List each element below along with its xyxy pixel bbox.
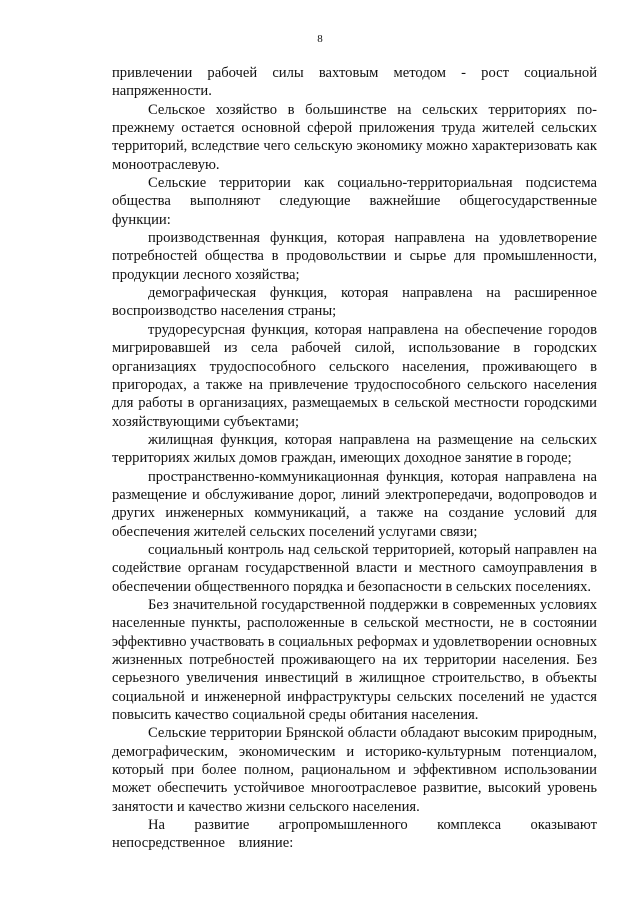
function-labor-resource: трудоресурсная функция, которая направлена на обеспечение городов мигрировавшей из села рабочей силой, использование в городских организациях трудоспособного сельского населения, проживающего в пригородах, а также на привлечение трудоспособного сельского населения для работы в организациях, размещаемых в сельской местности городскими хозяйствующими субъектами; (112, 321, 597, 430)
paragraph-agro-influence: На развитие агропромышленного комплекса оказывают непосредственное влияние: (112, 817, 597, 852)
function-housing: жилищная функция, которая направлена на размещение на сельских территориях жилых домов граждан, имеющих доходное занятие в городе; (112, 431, 597, 467)
page-number: 8 (317, 33, 323, 45)
function-production: производственная функция, которая направлена на удовлетворение потребностей общества в продовольствии и сырье для промышленности, продукции лесного хозяйства; (112, 230, 597, 283)
function-demographic: демографическая функция, которая направлена на расширенное воспроизводство населения страны; (112, 285, 597, 320)
paragraph-agriculture: Сельское хозяйство в большинстве на сельских территориях по-прежнему остается основной сферой приложения труда жителей сельских территорий, вследствие чего сельскую экономику можно характеризовать как моноотраслевую. (112, 101, 597, 173)
function-social-control: социальный контроль над сельской территорией, который направлен на содействие органам государственной власти и местного самоуправления в обеспечении общественного порядка и безопасности в сельских поселениях. (112, 541, 597, 595)
function-spatial-communication: пространственно-коммуникационная функция, которая направлена на размещение и обслуживание дорог, линий электропередачи, водопроводов и других инженерных коммуникаций, а также на создание условий для обеспечения жителей сельских поселений услугами связи; (112, 468, 597, 540)
paragraph-functions-intro: Сельские территории как социально-территориальная подсистема общества выполняют следующие важнейшие общегосударственные функции: (112, 175, 597, 228)
paragraph-state-support: Без значительной государственной поддержки в современных условиях населенные пункты, расположенные в сельской местности, не в состоянии эффективно участвовать в социальных реформах и удовлетворении основных жизненных потребностей проживающего на их территории населения. Без серьезного увеличения инвестиций в жилищное строительство, в объекты социальной и инженерной инфраструктуры сельских поселений не удастся повысить качество социальной среды обитания населения. (112, 596, 597, 724)
document-body (112, 64, 597, 853)
paragraph-bryansk-potential: Сельские территории Брянской области обладают высоким природным, демографическим, экономическим и историко-культурным потенциалом, который при более полном, рациональном и эффективном использовании может обеспечить устойчивое многоотраслевое развитие, высокий уровень занятости и качество жизни сельского населения. (112, 725, 597, 815)
paragraph-continuation: привлечении рабочей силы вахтовым методом - рост социальной напряженности. (112, 65, 597, 100)
